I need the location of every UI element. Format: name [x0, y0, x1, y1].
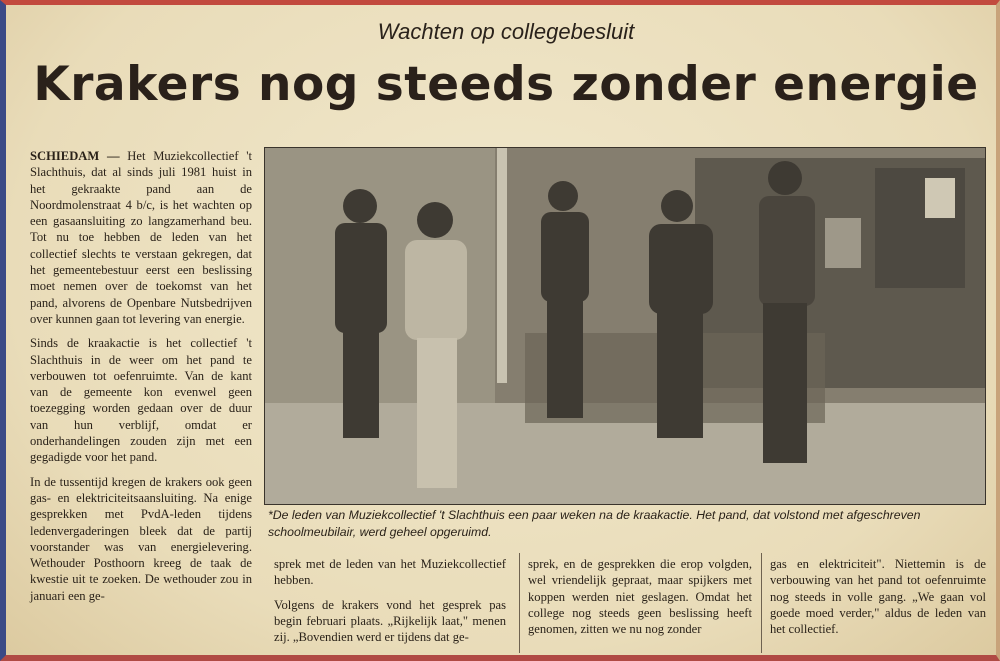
dateline: SCHIEDAM — — [30, 149, 120, 163]
paragraph-4: sprek met de leden van het Muziekcollectief hebben. — [274, 557, 506, 588]
paragraph-1: SCHIEDAM — Het Muziekcollectief 't Slachthuis, dat al sinds juli 1981 huist in het gekraakte pand aan de Noordmolenstraat 4 b/c, is het wachten op een gasaansluiting zo langzamerhand beu. Tot nu toe hebben de leden van het collectief slechts te verstaan gekregen, dat het gemeentebestuur eerst een beslissing moet nemen over de toekomst van het pand, alvorens de Openbare Nutsbedrijven over kunnen gaan tot levering van energie. — [30, 149, 252, 326]
article-column-4 — [770, 556, 986, 645]
kicker: Wachten op collegebesluit — [377, 19, 635, 44]
paragraph-2: Sinds de kraakactie is het collectief 't Slachthuis in de weer om het pand te verbouwen tot oefenruimte. Van de kant van de gemeente kon evenwel geen toezegging worden gedaan over de duur van hun verblijf, omdat er onderhandelingen zouden zijn met een gegadigde voor het pand. — [30, 336, 252, 465]
article-column-2 — [274, 556, 506, 653]
paragraph-6: sprek, en de gesprekken die erop volgden, wel vriendelijk gepraat, maar spijkers met koppen werden niet geslagen. Omdat het college nog steeds geen beslissing heeft genomen, zitten we nu nog zonder — [528, 557, 752, 637]
news-photo — [264, 147, 986, 505]
photo-caption: *De leden van Muziekcollectief 't Slachthuis een paar weken na de kraakactie. Het pand, dat volstond met afgeschreven schoolmeubilair, werd geheel opgeruimd. — [268, 508, 921, 539]
paragraph-3: In de tussentijd kregen de krakers ook geen gas- en elektriciteitsaansluiting. Na enige gesprekken met PvdA-leden tijdens ledenvergaderingen bleek dat de partij voorstander was van energielevering. Wethouder Posthoorn kreeg de taak de kwestie uit te zoeken. De wethouder zou in januari een ge- — [30, 474, 252, 603]
paragraph-5: Volgens de krakers vond het gesprek pas begin februari plaats. „Rijkelijk laat," menen zij. „Bovendien werd er tijdens dat ge- — [274, 597, 506, 645]
article-column-1 — [30, 148, 252, 612]
headline: Krakers nog steeds zonder energie — [33, 57, 979, 112]
article-column-3 — [528, 556, 752, 645]
column-divider — [519, 553, 520, 653]
paragraph-7: gas en elektriciteit". Niettemin is de verbouwing van het pand tot oefenruimte nog steeds in volle gang. „We gaan vol goede moed verder," aldus de leden van het collectief. — [770, 557, 986, 637]
photo-illustration — [265, 148, 985, 504]
column-divider — [761, 553, 762, 653]
